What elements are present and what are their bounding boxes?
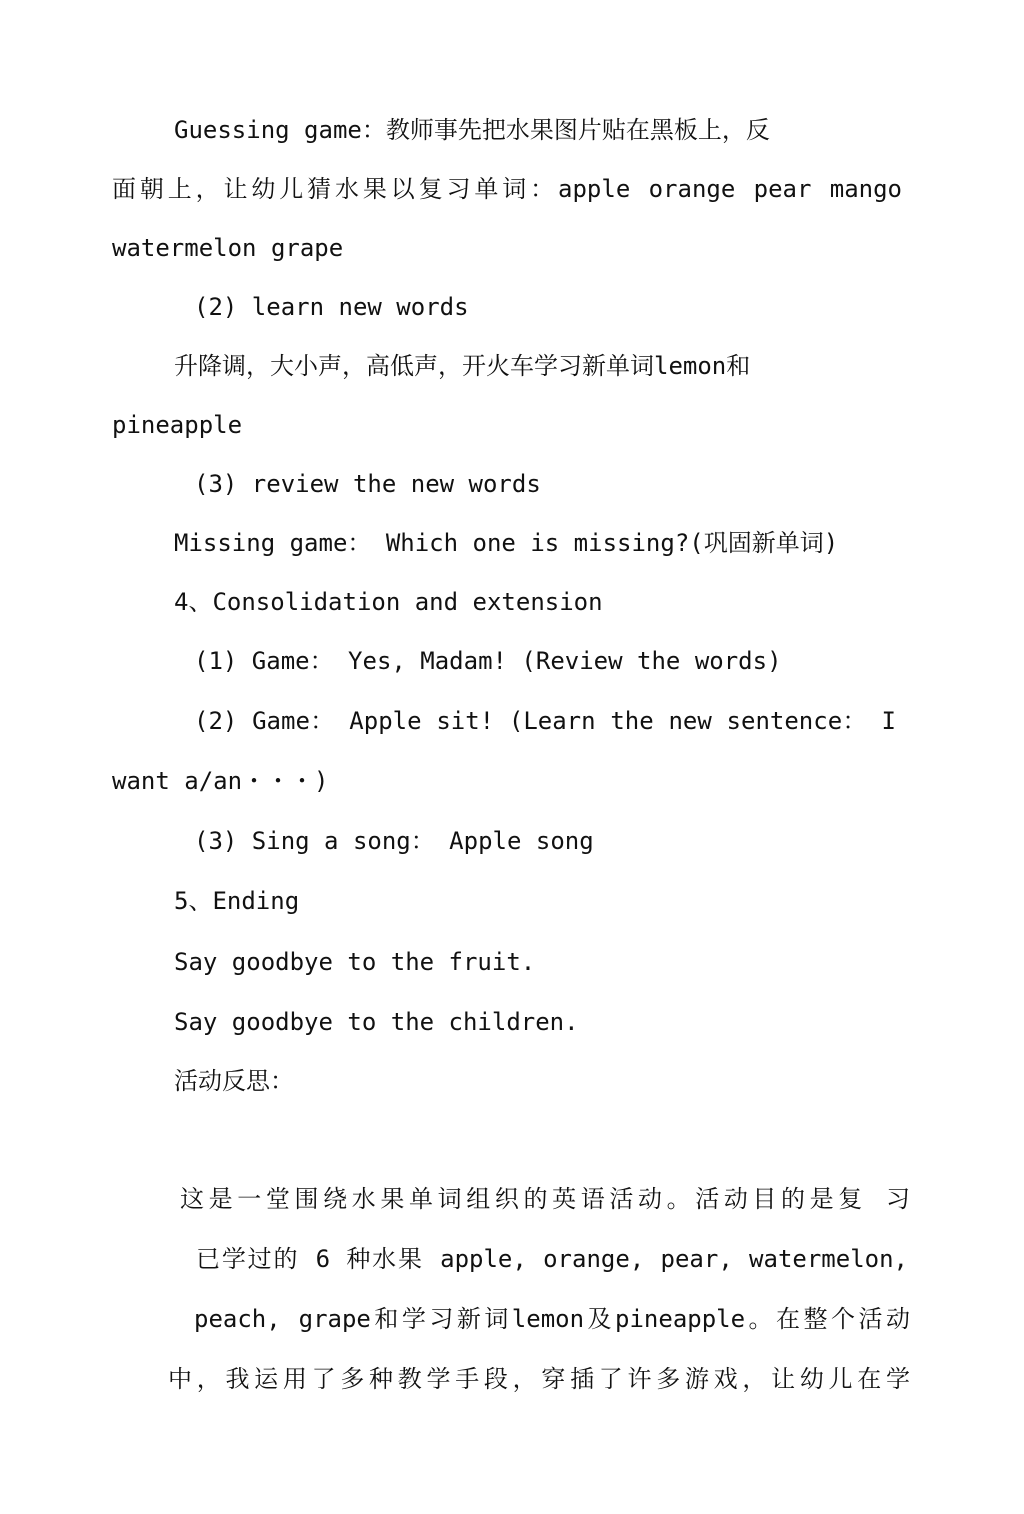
text-line-3: watermelon grape bbox=[112, 234, 344, 262]
text-line-21: 中，我运用了多种教学手段，穿插了许多游戏，让幼儿在学 bbox=[168, 1365, 910, 1393]
text-line-13: (3) Sing a song： Apple song bbox=[194, 827, 594, 855]
text-line-10: (1) Game： Yes, Madam! (Review the words) bbox=[194, 647, 782, 675]
text-line-12: want a/an・・・) bbox=[112, 767, 329, 795]
text-line-6: pineapple bbox=[112, 411, 243, 439]
text-line-1: Guessing game：教师事先把水果图片贴在黑板上，反 bbox=[174, 116, 770, 144]
text-line-15: Say goodbye to the fruit. bbox=[174, 948, 536, 976]
text-line-14: 5、Ending bbox=[174, 887, 300, 915]
text-line-9: 4、Consolidation and extension bbox=[174, 588, 603, 616]
text-line-7: (3) review the new words bbox=[194, 470, 541, 498]
text-line-19: 已学过的 6 种水果 apple, orange, pear, watermelon, bbox=[196, 1245, 908, 1273]
text-line-2: 面朝上，让幼儿猜水果以复习单词：apple orange pear mango bbox=[112, 175, 902, 203]
text-line-8: Missing game： Which one is missing?(巩固新单词) bbox=[174, 529, 839, 557]
text-line-16: Say goodbye to the children. bbox=[174, 1008, 579, 1036]
text-line-18: 这是一堂围绕水果单词组织的英语活动。活动目的是复 习 bbox=[180, 1185, 910, 1213]
text-line-4: (2) learn new words bbox=[194, 293, 469, 321]
text-line-20: peach, grape和学习新词lemon及pineapple。在整个活动 bbox=[194, 1305, 910, 1333]
text-line-11: (2) Game： Apple sit! (Learn the new sentence： I bbox=[194, 707, 896, 735]
text-line-17: 活动反思： bbox=[174, 1067, 294, 1095]
text-line-5: 升降调，大小声，高低声，开火车学习新单词lemon和 bbox=[174, 352, 751, 380]
